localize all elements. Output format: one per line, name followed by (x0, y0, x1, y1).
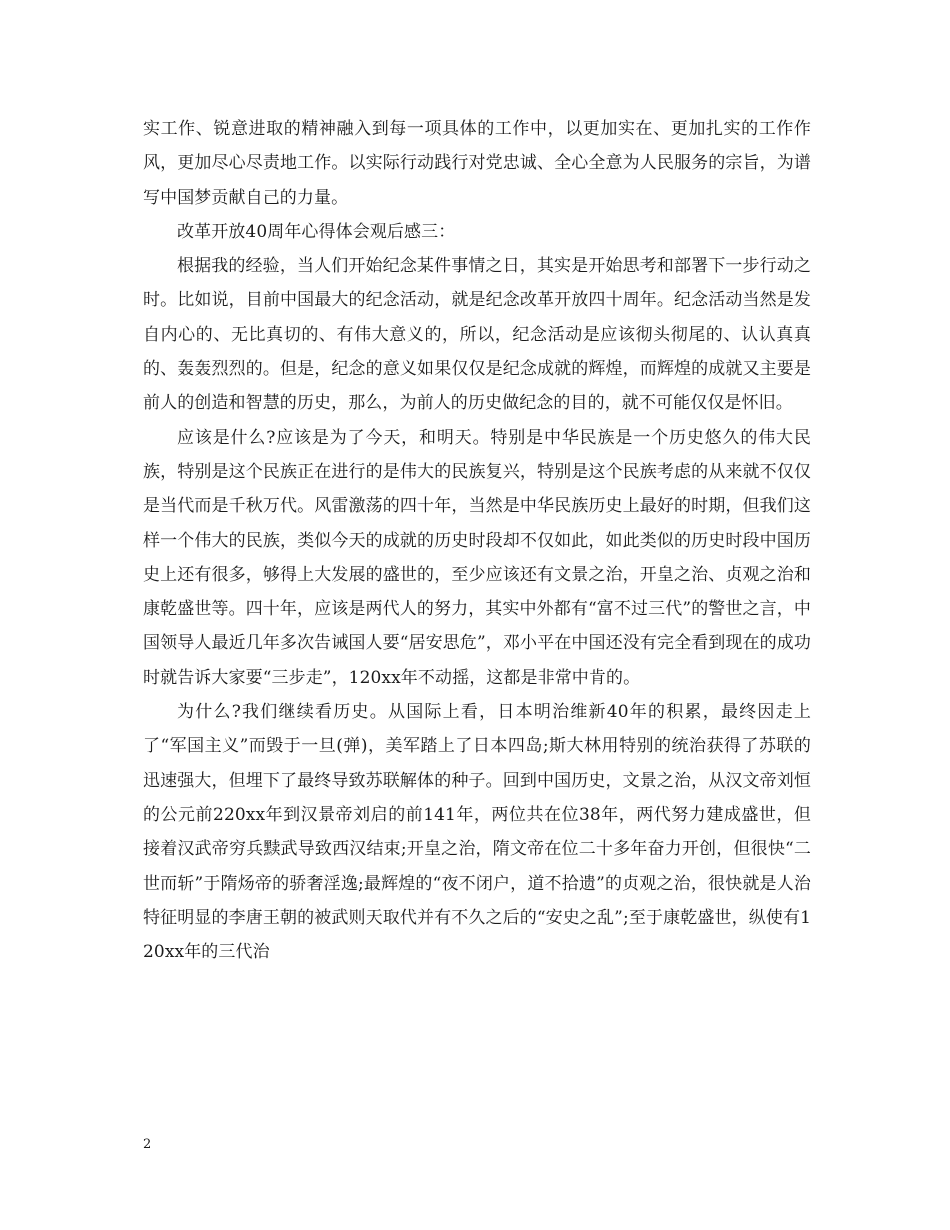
paragraph-1: 实工作、锐意进取的精神融入到每一项具体的工作中，以更加实在、更加扎实的工作作风，更加尽心尽责地工作。以实际行动践行对党忠诚、全心全意为人民服务的宗旨，为谱写中国梦贡献自己的力量。 (143, 119, 811, 208)
paragraph-5: 为什么?我们继续看历史。从国际上看，日本明治维新40年的积累，最终因走上了“军国主义”而毁于一旦(弹)，美军踏上了日本四岛;斯大林用特别的统治获得了苏联的迅速强大，但埋下了最终导致苏联解体的种子。回到中国历史，文景之治，从汉文帝刘恒的公元前220xx年到汉景帝刘启的前141年，两位共在位38年，两代努力建成盛世，但接着汉武帝穷兵黩武导致西汉结束;开皇之治，隋文帝在位二十多年奋力开创，但很快“二世而斩”于隋炀帝的骄奢淫逸;最辉煌的“夜不闭户，道不拾遗”的贞观之治，很快就是人治特征明显的李唐王朝的被武则天取代并有不久之后的“安史之乱”;至于康乾盛世，纵使有120xx年的三代治 (143, 702, 811, 963)
paragraph-2-heading: 改革开放40周年心得体会观后感三： (177, 221, 456, 242)
paragraph-4: 应该是什么?应该是为了今天，和明天。特别是中华民族是一个历史悠久的伟大民族，特别是这个民族正在进行的是伟大的民族复兴，特别是这个民族考虑的从来就不仅仅是当代而是千秋万代。风雷激荡的四十年，当然是中华民族历史上最好的时期，但我们这样一个伟大的民族，类似今天的成就的历史时段却不仅如此，如此类似的历史时段中国历史上还有很多，够得上大发展的盛世的，至少应该还有文景之治，开皇之治、贞观之治和康乾盛世等。四十年，应该是两代人的努力，其实中外都有“富不过三代”的警世之言，中国领导人最近几年多次告诫国人要“居安思危”，邓小平在中国还没有完全看到现在的成功时就告诉大家要“三步走”，120xx年不动摇，这都是非常中肯的。 (143, 427, 811, 688)
paragraph-3: 根据我的经验，当人们开始纪念某件事情之日，其实是开始思考和部署下一步行动之时。比如说，目前中国最大的纪念活动，就是纪念改革开放四十周年。纪念活动当然是发自内心的、无比真切的、有伟大意义的，所以，纪念活动是应该彻头彻尾的、认认真真的、轰轰烈烈的。但是，纪念的意义如果仅仅是纪念成就的辉煌，而辉煌的成就又主要是前人的创造和智慧的历史，那么，为前人的历史做纪念的目的，就不可能仅仅是怀旧。 (143, 256, 811, 414)
page-number: 2 (143, 1137, 152, 1152)
text-body (143, 112, 811, 969)
